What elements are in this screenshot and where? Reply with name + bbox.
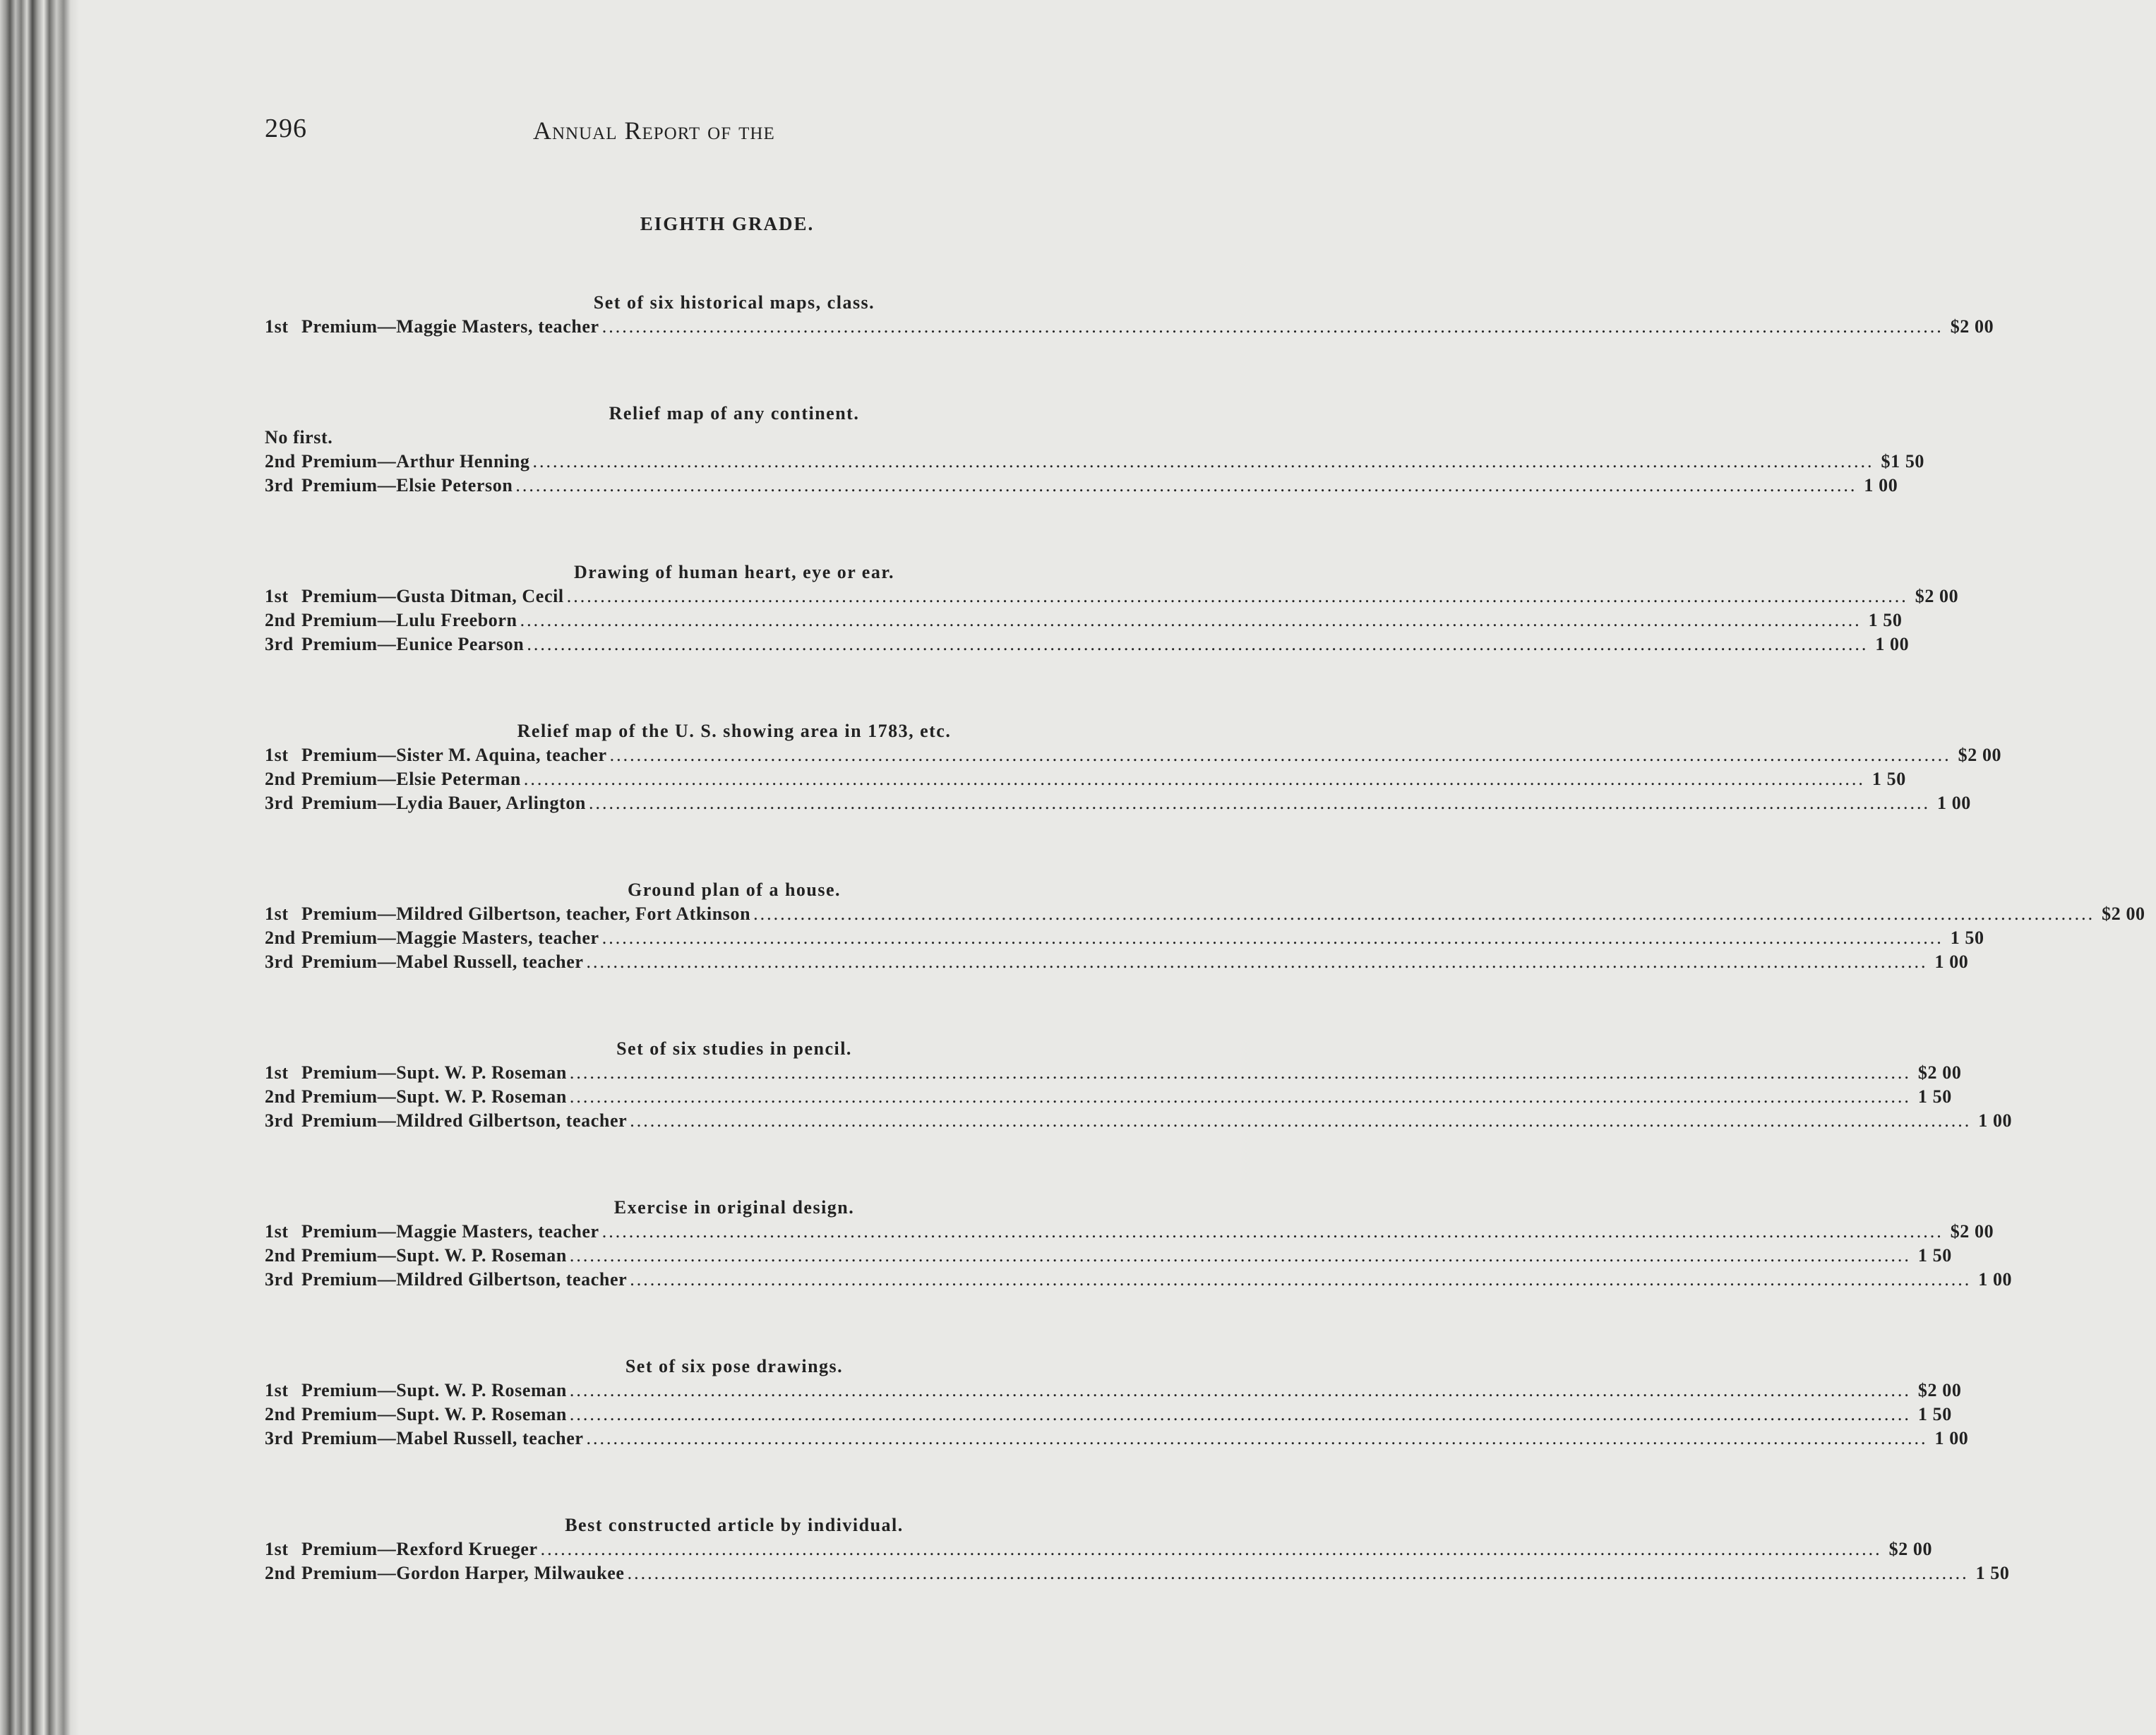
leader-dots: ........................................................................................................................................................................................................ (520, 610, 1862, 630)
entry-list (254, 1061, 2013, 1133)
entry-text (265, 608, 517, 632)
premium-entry (254, 1561, 2010, 1585)
entry-place: 1st (265, 1221, 289, 1242)
entry-place: 2nd (265, 1404, 296, 1424)
leader-dots: ........................................................................................................................................................................................................ (601, 927, 1944, 948)
section-title: Set of six historical maps, class. (593, 292, 875, 313)
entry-amount: $2 00 (2102, 903, 2145, 924)
grade-title: EIGHTH GRADE. (640, 213, 815, 234)
entry-text (265, 1268, 627, 1292)
leader-dots: ........................................................................................................................................................................................................ (586, 1428, 1928, 1448)
running-head: Annual Report of the (533, 116, 775, 145)
premium-section (254, 877, 2145, 974)
leader-dots: ........................................................................................................................................................................................................ (569, 1404, 1911, 1424)
premium-entry (254, 1061, 1962, 1085)
entry-description: Premium—Maggie Masters, teacher (301, 927, 599, 948)
leader-dots: ........................................................................................................................................................................................................ (532, 451, 1874, 472)
section-note: No first. (265, 427, 333, 448)
report-page (254, 106, 2145, 1647)
leader-dots: ........................................................................................................................................................................................................ (569, 1245, 1911, 1266)
entry-description: Premium—Mildred Gilbertson, teacher, Fort Atkinson (301, 903, 751, 924)
entry-description: Premium—Supt. W. P. Roseman (301, 1062, 567, 1083)
entry-text (265, 1427, 584, 1451)
entry-list (254, 450, 1925, 498)
leader-dots: ........................................................................................................................................................................................................ (569, 1086, 1911, 1107)
entry-text (265, 450, 530, 474)
entry-description: Premium—Lydia Bauer, Arlington (301, 793, 586, 813)
premium-entry (254, 950, 1969, 974)
entry-place: 1st (265, 1380, 289, 1400)
entry-place: 2nd (265, 927, 296, 948)
entry-text (265, 315, 599, 339)
entry-place: 1st (265, 316, 289, 337)
entry-text (265, 767, 521, 791)
premium-entry (254, 1244, 1952, 1268)
premium-entry (254, 1403, 1952, 1427)
entry-description: Premium—Maggie Masters, teacher (301, 1221, 599, 1242)
premium-section (254, 401, 1925, 498)
leader-dots: ........................................................................................................................................................................................................ (630, 1110, 1972, 1131)
entry-place: 1st (265, 745, 289, 765)
section-title: Relief map of any continent. (609, 403, 860, 424)
entry-description: Premium—Supt. W. P. Roseman (301, 1086, 567, 1107)
entry-amount: 1 50 (1917, 1086, 1952, 1107)
entry-amount: $2 00 (1950, 316, 1994, 337)
entry-text (265, 902, 750, 926)
entry-list (254, 902, 2145, 974)
leader-dots: ........................................................................................................................................................................................................ (527, 634, 1869, 654)
entry-text (265, 1379, 567, 1403)
entry-description: Premium—Mildred Gilbertson, teacher (301, 1110, 628, 1131)
entry-description: Premium—Mildred Gilbertson, teacher (301, 1269, 628, 1290)
entry-amount: 1 00 (1978, 1110, 2013, 1131)
premium-entry (254, 608, 1903, 632)
section-title: Set of six studies in pencil. (616, 1038, 852, 1059)
entry-amount: 1 50 (1975, 1563, 2010, 1583)
entry-list (254, 1379, 1969, 1451)
entry-place: 2nd (265, 769, 296, 789)
entry-description: Premium—Rexford Krueger (301, 1539, 538, 1559)
entry-text (265, 1220, 599, 1244)
entry-place: 3rd (265, 634, 294, 654)
entry-place: 1st (265, 1539, 289, 1559)
premium-entry (254, 450, 1925, 474)
section-title: Set of six pose drawings. (625, 1356, 844, 1376)
leader-dots: ........................................................................................................................................................................................................ (589, 793, 1930, 813)
premium-entry (254, 584, 1959, 608)
entry-description: Premium—Sister M. Aquina, teacher (301, 745, 607, 765)
entry-description: Premium—Gusta Ditman, Cecil (301, 586, 564, 606)
entry-amount: 1 50 (1871, 769, 1906, 789)
premium-section (254, 560, 1959, 656)
leader-dots: ........................................................................................................................................................................................................ (515, 475, 1857, 496)
premium-entry (254, 902, 2145, 926)
entry-place: 1st (265, 1062, 289, 1083)
entry-amount: $1 50 (1881, 451, 1925, 472)
premium-entry (254, 632, 1910, 656)
entry-text (265, 584, 564, 608)
premium-section (254, 719, 2002, 815)
entry-text (265, 926, 599, 950)
entry-description: Premium—Elsie Peterman (301, 769, 521, 789)
entry-amount: $2 00 (1917, 1062, 1962, 1083)
section-title: Best constructed article by individual. (565, 1515, 904, 1535)
section-title: Ground plan of a house. (627, 879, 842, 900)
entry-amount: 1 00 (1934, 951, 1969, 972)
premium-entry (254, 1268, 2013, 1292)
entry-description: Premium—Supt. W. P. Roseman (301, 1245, 567, 1266)
entry-place: 3rd (265, 1269, 294, 1290)
premium-entry (254, 743, 2002, 767)
page-header (254, 106, 1158, 155)
leader-dots: ........................................................................................................................................................................................................ (753, 903, 2095, 924)
entry-amount: 1 00 (1934, 1428, 1969, 1448)
premium-entry (254, 1085, 1952, 1109)
section-title: Exercise in original design. (613, 1197, 855, 1218)
entry-place: 1st (265, 586, 289, 606)
premium-section (254, 1036, 2013, 1133)
premium-entry (254, 767, 1906, 791)
entry-description: Premium—Gordon Harper, Milwaukee (301, 1563, 625, 1583)
entry-amount: 1 00 (1875, 634, 1910, 654)
entry-amount: 1 00 (1978, 1269, 2013, 1290)
premium-entry (254, 315, 1994, 339)
book-binding-edge (0, 0, 79, 1735)
premium-entry (254, 474, 1898, 498)
leader-dots: ........................................................................................................................................................................................................ (630, 1269, 1972, 1290)
entry-text (265, 791, 586, 815)
entry-text (265, 1561, 625, 1585)
premium-entry (254, 1220, 1994, 1244)
leader-dots: ........................................................................................................................................................................................................ (586, 951, 1928, 972)
entry-text (265, 1244, 567, 1268)
premium-entry (254, 1427, 1969, 1451)
entry-text (265, 1537, 538, 1561)
entry-place: 2nd (265, 610, 296, 630)
premium-section (254, 1513, 2010, 1585)
entry-place: 2nd (265, 451, 296, 472)
leader-dots: ........................................................................................................................................................................................................ (601, 316, 1944, 337)
premium-section (254, 1354, 1969, 1451)
entry-amount: $2 00 (1915, 586, 1959, 606)
leader-dots: ........................................................................................................................................................................................................ (601, 1221, 1944, 1242)
entry-description: Premium—Maggie Masters, teacher (301, 316, 599, 337)
premium-sections (254, 290, 2145, 1585)
leader-dots: ........................................................................................................................................................................................................ (609, 745, 1951, 765)
entry-amount: $2 00 (1888, 1539, 1933, 1559)
entry-list (254, 1537, 2010, 1585)
entry-amount: 1 50 (1917, 1404, 1952, 1424)
entry-place: 3rd (265, 793, 294, 813)
entry-list (254, 584, 1959, 656)
entry-description: Premium—Mabel Russell, teacher (301, 1428, 584, 1448)
entry-description: Premium—Arthur Henning (301, 451, 530, 472)
entry-text (265, 1085, 567, 1109)
premium-section (254, 1195, 2013, 1292)
entry-amount: 1 50 (1950, 927, 1984, 948)
premium-entry (254, 1379, 1962, 1403)
entry-text (265, 1109, 627, 1133)
entry-place: 3rd (265, 475, 294, 496)
leader-dots: ........................................................................................................................................................................................................ (569, 1380, 1911, 1400)
leader-dots: ........................................................................................................................................................................................................ (523, 769, 1865, 789)
entry-amount: $2 00 (1958, 745, 2002, 765)
entry-list (254, 1220, 2013, 1292)
entry-amount: $2 00 (1950, 1221, 1994, 1242)
entry-place: 3rd (265, 1428, 294, 1448)
entry-text (265, 1403, 567, 1427)
leader-dots: ........................................................................................................................................................................................................ (569, 1062, 1911, 1083)
entry-text (265, 474, 513, 498)
entry-amount: 1 50 (1868, 610, 1903, 630)
entry-place: 2nd (265, 1086, 296, 1107)
entry-text (265, 632, 524, 656)
entry-place: 3rd (265, 1110, 294, 1131)
entry-description: Premium—Supt. W. P. Roseman (301, 1404, 567, 1424)
entry-description: Premium—Elsie Peterson (301, 475, 513, 496)
entry-place: 1st (265, 903, 289, 924)
premium-entry (254, 1109, 2013, 1133)
entry-description: Premium—Eunice Pearson (301, 634, 525, 654)
entry-place: 2nd (265, 1563, 296, 1583)
entry-place: 3rd (265, 951, 294, 972)
entry-list (254, 743, 2002, 815)
entry-text (265, 950, 584, 974)
entry-description: Premium—Lulu Freeborn (301, 610, 517, 630)
section-title: Drawing of human heart, eye or ear. (573, 562, 894, 582)
premium-entry (254, 1537, 1933, 1561)
leader-dots: ........................................................................................................................................................................................................ (627, 1563, 1969, 1583)
entry-amount: 1 50 (1917, 1245, 1952, 1266)
entry-amount: 1 00 (1864, 475, 1898, 496)
entry-place: 2nd (265, 1245, 296, 1266)
section-title: Relief map of the U. S. showing area in 1783, etc. (517, 721, 952, 741)
entry-list (254, 315, 1994, 339)
leader-dots: ........................................................................................................................................................................................................ (540, 1539, 1882, 1559)
leader-dots: ........................................................................................................................................................................................................ (566, 586, 1908, 606)
entry-text (265, 743, 607, 767)
entry-description: Premium—Mabel Russell, teacher (301, 951, 584, 972)
entry-amount: $2 00 (1917, 1380, 1962, 1400)
entry-amount: 1 00 (1937, 793, 1971, 813)
page-number: 296 (265, 114, 307, 143)
premium-entry (254, 926, 1984, 950)
entry-text (265, 1061, 567, 1085)
entry-description: Premium—Supt. W. P. Roseman (301, 1380, 567, 1400)
premium-section (254, 290, 1994, 339)
premium-entry (254, 791, 1971, 815)
